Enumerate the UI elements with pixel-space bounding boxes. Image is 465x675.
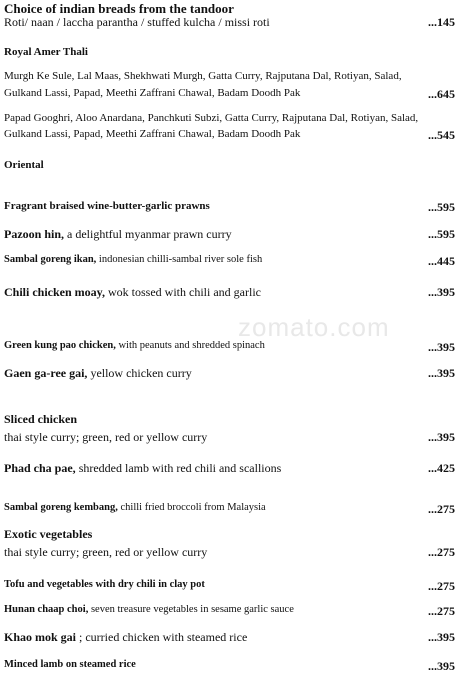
item-name: Khao mok gai [4, 630, 77, 644]
menu-item [4, 286, 455, 298]
item-price: ...275 [428, 502, 455, 516]
thali-set2-price: ...545 [428, 128, 455, 142]
item-price: ...275 [428, 579, 455, 593]
item-name: Pazoon hin, [4, 227, 65, 241]
menu-item [4, 201, 455, 212]
item-desc: chilli fried broccoli from Malaysia [117, 502, 266, 513]
item-price: ...595 [428, 227, 455, 241]
item-price: ...425 [428, 461, 455, 475]
item-price: ...445 [428, 254, 455, 268]
menu-item [4, 503, 455, 514]
breads-price: ...145 [428, 15, 455, 29]
watermark: zomato.com [238, 312, 390, 342]
item-price: ...395 [428, 340, 455, 354]
item-price: ...595 [428, 200, 455, 214]
menu-item [4, 255, 455, 266]
thali-title: Royal Amer Thali [4, 46, 88, 58]
thali-set2-line2: Gulkand Lassi, Papad, Meethi Zaffrani Chawal, Badam Doodh Pak [4, 128, 301, 140]
menu-item [4, 605, 455, 616]
item-desc: shredded lamb with red chili and scallions [75, 461, 282, 475]
item-desc: yellow chicken curry [87, 366, 192, 380]
menu-item [4, 631, 455, 643]
menu-item [4, 660, 455, 671]
sliced-chicken-title: Sliced chicken [4, 412, 78, 426]
menu-item [4, 228, 455, 240]
thali-set1-line2: Gulkand Lassi, Papad, Meethi Zaffrani Chawal, Badam Doodh Pak [4, 87, 301, 99]
exotic-desc: thai style curry; green, red or yellow curry [4, 545, 208, 559]
item-price: ...395 [428, 630, 455, 644]
breads-items: Roti/ naan / laccha parantha / stuffed kulcha / missi roti [4, 15, 270, 29]
item-name: Chili chicken moay, [4, 285, 106, 299]
exotic-price: ...275 [428, 545, 455, 559]
item-desc: seven treasure vegetables in sesame garlic sauce [88, 604, 294, 615]
item-price: ...395 [428, 366, 455, 380]
menu-item [4, 462, 455, 474]
item-name: Hunan chaap choi, [4, 604, 89, 615]
item-name: Minced lamb on steamed rice [4, 659, 136, 670]
item-name: Phad cha pae, [4, 461, 76, 475]
item-price: ...275 [428, 604, 455, 618]
sliced-chicken-desc: thai style curry; green, red or yellow curry [4, 430, 208, 444]
thali-set1-line1: Murgh Ke Sule, Lal Maas, Shekhwati Murgh, Gatta Curry, Rajputana Dal, Rotiyan, Salad, [4, 70, 402, 82]
item-name: Sambal goreng ikan, [4, 254, 97, 265]
thali-set2-line1: Papad Googhri, Aloo Anardana, Panchkuti Subzi, Gatta Curry, Rajputana Dal, Rotiyan, Salad, [4, 112, 419, 124]
item-price: ...395 [428, 659, 455, 673]
menu-item [4, 580, 455, 591]
item-price: ...395 [428, 285, 455, 299]
menu-item [4, 341, 455, 352]
item-desc: a delightful myanmar prawn curry [64, 227, 232, 241]
item-name: Fragrant braised wine-butter-garlic prawns [4, 200, 210, 212]
item-name: Sambal goreng kembang, [4, 502, 118, 513]
item-desc: with peanuts and shredded spinach [115, 340, 265, 351]
thali-set1-price: ...645 [428, 87, 455, 101]
item-desc: wok tossed with chili and garlic [105, 285, 261, 299]
breads-title: Choice of indian breads from the tandoor [4, 1, 234, 16]
menu-item [4, 367, 455, 379]
item-name: Green kung pao chicken, [4, 340, 116, 351]
exotic-title: Exotic vegetables [4, 527, 93, 541]
item-desc: ; curried chicken with steamed rice [76, 630, 248, 644]
item-desc: indonesian chilli-sambal river sole fish [96, 254, 263, 265]
sliced-chicken-price: ...395 [428, 430, 455, 444]
item-name: Gaen ga-ree gai, [4, 366, 88, 380]
oriental-title: Oriental [4, 159, 44, 171]
item-name: Tofu and vegetables with dry chili in clay pot [4, 579, 205, 590]
